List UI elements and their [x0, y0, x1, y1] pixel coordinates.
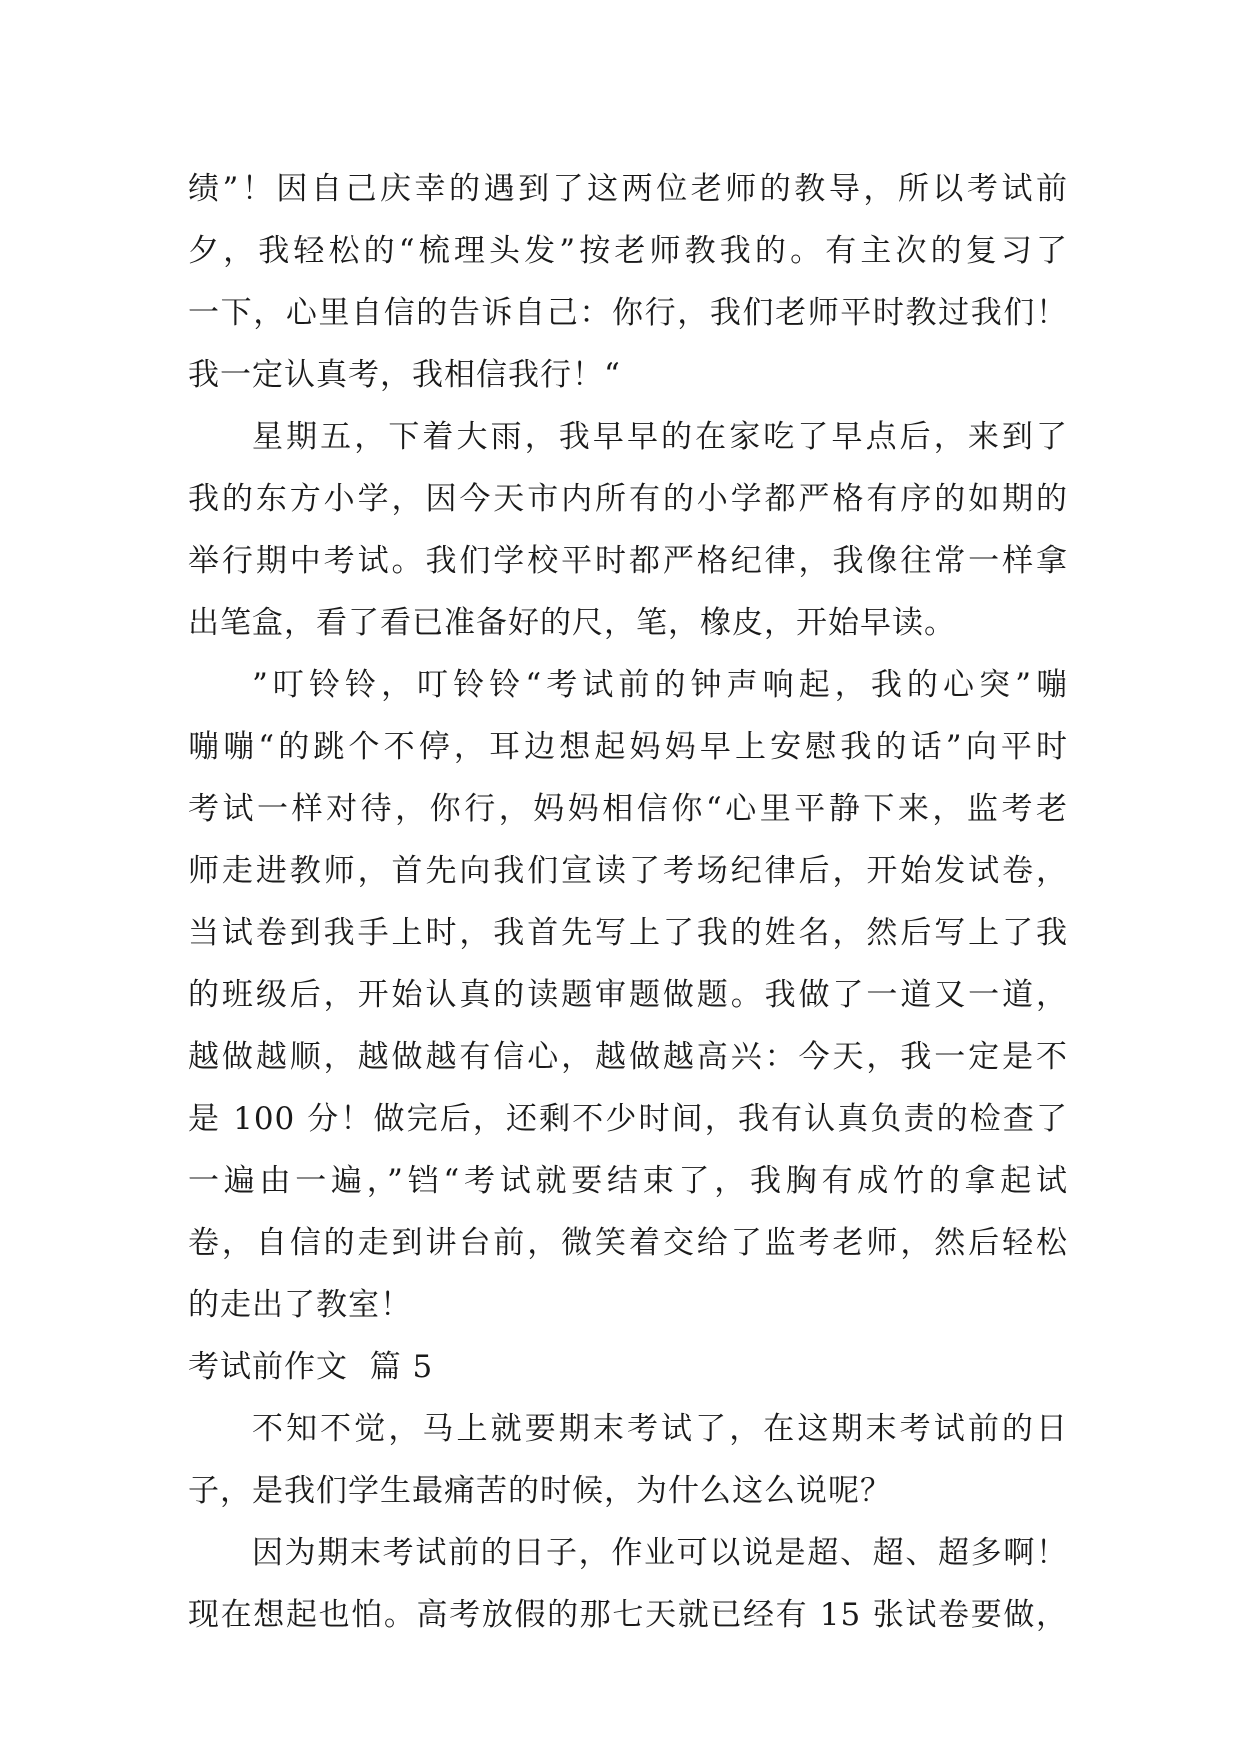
text-line: 我一定认真考，我相信我行！“: [188, 357, 621, 393]
text-line: 师走进教师，首先向我们宣读了考场纪律后，开始发试卷，: [188, 853, 1068, 889]
text-line: 当试卷到我手上时，我首先写上了我的姓名，然后写上了我: [188, 915, 1068, 951]
text-line: 星期五，下着大雨，我早早的在家吃了早点后，来到了: [252, 419, 1068, 455]
text-line: 一遍由一遍，”铛“考试就要结束了，我胸有成竹的拿起试: [188, 1163, 1068, 1199]
paragraph: [188, 1522, 1068, 1646]
text-line: 不知不觉，马上就要期末考试了，在这期末考试前的日: [252, 1411, 1068, 1447]
document-page: [188, 158, 1068, 1646]
text-line: 现在想起也怕。高考放假的那七天就已经有 15 张试卷要做，: [188, 1597, 1068, 1633]
text-line: 的走出了教室！: [188, 1287, 412, 1323]
text-line: 夕，我轻松的“梳理头发”按老师教我的。有主次的复习了: [188, 233, 1068, 269]
text-line: 子，是我们学生最痛苦的时候，为什么这么说呢？: [188, 1473, 892, 1509]
text-line: 我的东方小学，因今天市内所有的小学都严格有序的如期的: [188, 481, 1068, 517]
text-line: ”叮铃铃，叮铃铃“考试前的钟声响起，我的心突”嘣: [252, 667, 1068, 703]
text-line: 绩”！因自己庆幸的遇到了这两位老师的教导，所以考试前: [188, 171, 1068, 207]
paragraph: [188, 158, 1068, 406]
text-line: 举行期中考试。我们学校平时都严格纪律，我像往常一样拿: [188, 543, 1068, 579]
text-line: 考试一样对待，你行，妈妈相信你“心里平静下来，监考老: [188, 791, 1068, 827]
text-line: 一下，心里自信的告诉自己：你行，我们老师平时教过我们！: [188, 295, 1068, 331]
text-line: 卷，自信的走到讲台前，微笑着交给了监考老师，然后轻松: [188, 1225, 1068, 1261]
text-line: 因为期末考试前的日子，作业可以说是超、超、超多啊！: [252, 1535, 1068, 1571]
paragraph: [188, 1398, 1068, 1522]
text-line: 是 100 分！做完后，还剩不少时间，我有认真负责的检查了: [188, 1101, 1068, 1137]
text-line: 出笔盒，看了看已准备好的尺，笔，橡皮，开始早读。: [188, 605, 956, 641]
section-heading: 考试前作文 篇 5: [188, 1349, 434, 1385]
paragraph: [188, 406, 1068, 654]
paragraph: [188, 654, 1068, 1336]
text-line: 嘣嘣“的跳个不停，耳边想起妈妈早上安慰我的话”向平时: [188, 729, 1068, 765]
text-line: 越做越顺，越做越有信心，越做越高兴：今天，我一定是不: [188, 1039, 1068, 1075]
text-line: 的班级后，开始认真的读题审题做题。我做了一道又一道，: [188, 977, 1068, 1013]
